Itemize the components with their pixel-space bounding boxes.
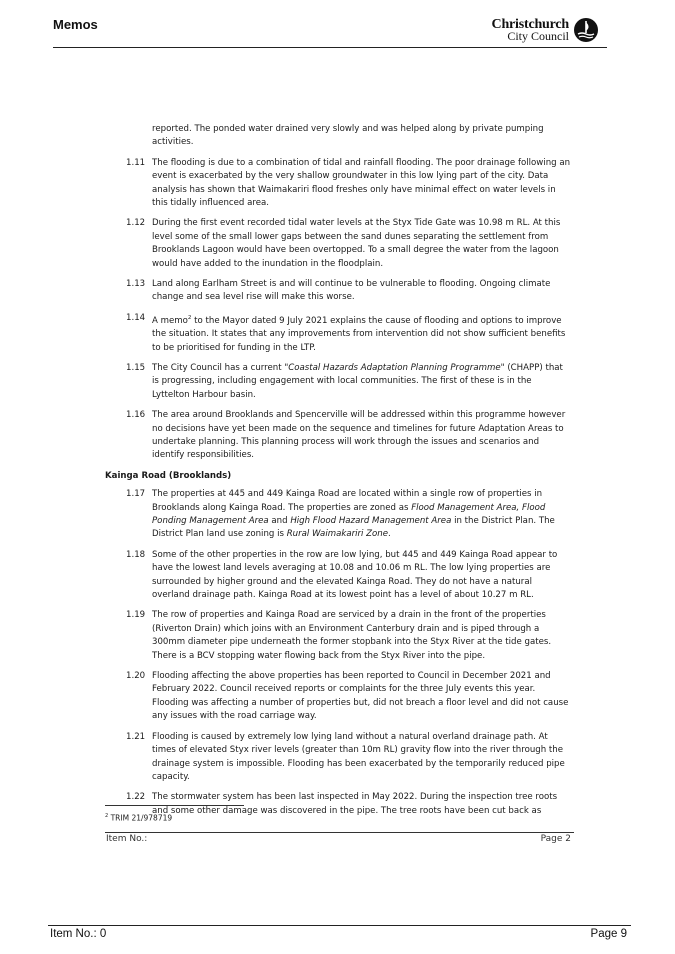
paragraph-text: .: [388, 529, 391, 540]
paragraph-text: in the District Plan. The District Plan land use zoning is: [152, 516, 555, 540]
paragraph-number: 1.19: [126, 610, 146, 621]
paragraph-text: The area around Brooklands and Spencerville will be addressed within this programme however no decisions have yet been made on the sequence and timelines for future Adaptation Areas to undertake planning. This planning process will work through the issues and scenarios and identify responsibilities.: [152, 410, 566, 461]
paragraph-text: The row of properties and Kainga Road are serviced by a drain in the front of the properties (Riverton Drain) which joins with an Environment Canterbury drain and is piped through a 300mm diameter pipe underneath the former stopbank into the Styx River at the tide gates. There is a BCV stopping water flowing back from the Styx River into the pipe.: [152, 610, 552, 661]
zone-name: Flood Management Area, Flood Ponding Management Area: [152, 502, 546, 527]
header-divider: [53, 47, 607, 48]
logo-text-line1: Christchurch: [491, 17, 569, 32]
paragraph-text: A memo: [152, 315, 188, 326]
footnote-divider: [105, 805, 244, 806]
paragraph-number: 1.15: [126, 362, 146, 373]
paragraph-text: The properties at 445 and 449 Kainga Road are located within a single row of properties in Brooklands along Kainga Road. The properties are zoned as: [152, 489, 543, 513]
logo-text-line2: City Council: [507, 29, 569, 43]
paragraph-1-18: [105, 549, 571, 603]
paragraph-text: Some of the other properties in the row are low lying, but 445 and 449 Kainga Road appear to have the lowest land levels averaging at 10.08 and 10.06 m RL. The low lying properties are surrounded by higher ground and the elevated Kainga Road. They do not have a natural overland drainage path. Kainga Road at its lowest point has a level of about 10.27 m RL.: [152, 549, 558, 601]
paragraph-number: 1.12: [126, 218, 146, 229]
paragraph-1-14: [105, 312, 571, 355]
programme-name: Coastal Hazards Adaptation Planning Programme: [288, 362, 501, 373]
continued-paragraph: reported. The ponded water drained very slowly and was helped along by private pumping activities.: [152, 124, 544, 148]
paragraph-group-b: [105, 549, 571, 818]
paragraph-text: The City Council has a current ": [152, 362, 289, 373]
paragraph-number: 1.13: [126, 279, 146, 290]
inner-item-number: Item No.:: [106, 834, 148, 844]
paragraph-number: 1.22: [126, 792, 146, 803]
paragraph-group-a: [105, 157, 571, 305]
paragraph-number: 1.18: [126, 549, 146, 560]
footnote-text: TRIM 21/978719: [110, 813, 173, 823]
footer-item-number: Item No.: 0: [50, 928, 107, 940]
paragraph-text: and: [268, 516, 291, 527]
paragraph-1-21: [105, 731, 571, 785]
footnote-ref: 2: [187, 314, 192, 321]
document-body: [105, 123, 571, 825]
footnote: [105, 813, 172, 823]
paragraph-text: The flooding is due to a combination of tidal and rainfall flooding. The poor drainage following an event is exacerbated by the very shallow groundwater in this low lying part of the city. Data analysis has shown that Waimakariri flood freshes only have minimal effect on water levels in this tidally influenced area.: [152, 157, 571, 209]
paragraph-1-20: [105, 670, 571, 724]
section-heading: Kainga Road (Brooklands): [105, 470, 232, 481]
footer-divider: [48, 925, 631, 926]
paragraph-text-cont: to the Mayor dated 9 July 2021 explains the cause of flooding and options to improve the situation. It states that any improvements from intervention did not show sufficient benefits to be prioritised for funding in the LTP.: [152, 315, 566, 353]
paragraph-1-13: [105, 278, 571, 305]
paragraph-text: Flooding affecting the above properties has been reported to Council in December 2021 and February 2022. Council received reports or complaints for the three July events this year. Flooding was affecting a number of properties but, did not breach a floor level and did not cause any issues with the road carriage way.: [152, 671, 569, 722]
paragraph-text: Land along Earlham Street is and will continue to be vulnerable to flooding. Ongoing climate change and sea level rise will make this worse.: [152, 279, 551, 303]
paragraph-1-17: [105, 488, 571, 542]
paragraph-number: 1.17: [126, 489, 146, 500]
paragraph-text: The stormwater system has been last inspected in May 2022. During the inspection tree roots and some other damage was discovered in the pipe. The tree roots have been cut back as: [152, 792, 558, 816]
paragraph-number: 1.21: [126, 731, 146, 742]
footnote-number: 2: [105, 813, 109, 819]
memo-header-title: Memos: [53, 17, 98, 32]
paragraph-text: Flooding is caused by extremely low lying land without a natural overland drainage path. At times of elevated Styx river levels (greater than 10m RL) gravity flow into the river through the drainage system is impossible. Flooding has been exacerbated by the temporarily reduced pipe capacity.: [152, 731, 565, 782]
inner-page-number: Page 2: [540, 834, 571, 844]
paragraph-1-12: [105, 217, 571, 271]
footer-page-number: Page 9: [590, 928, 627, 940]
paragraph-number: 1.16: [126, 410, 146, 421]
zone-name: Rural Waimakariri Zone: [286, 529, 389, 540]
council-emblem-icon: [573, 17, 599, 43]
paragraph-1-16: [105, 409, 571, 463]
paragraph-text: During the first event recorded tidal water levels at the Styx Tide Gate was 10.98 m RL. At this level some of the small lower gaps between the sand dunes separating the settlement from Brooklands Lagoon would have been overtopped. To a small degree the water from the lagoon would have added to the inundation in the floodplain.: [152, 218, 561, 269]
zone-name: High Flood Hazard Management Area: [290, 516, 452, 527]
inner-footer-divider: [105, 832, 574, 833]
paragraph-1-11: [105, 157, 571, 211]
paragraph-number: 1.20: [126, 671, 146, 682]
council-logo: [493, 17, 599, 43]
paragraph-number: 1.14: [126, 312, 146, 323]
paragraph-number: 1.11: [126, 157, 146, 168]
paragraph-text-cont: " (CHAPP) that is progressing, including engagement with local communities. The first of these is in the Lyttelton Harbour basin.: [152, 362, 563, 400]
paragraph-1-15: [105, 362, 571, 402]
paragraph-1-19: [105, 609, 571, 663]
